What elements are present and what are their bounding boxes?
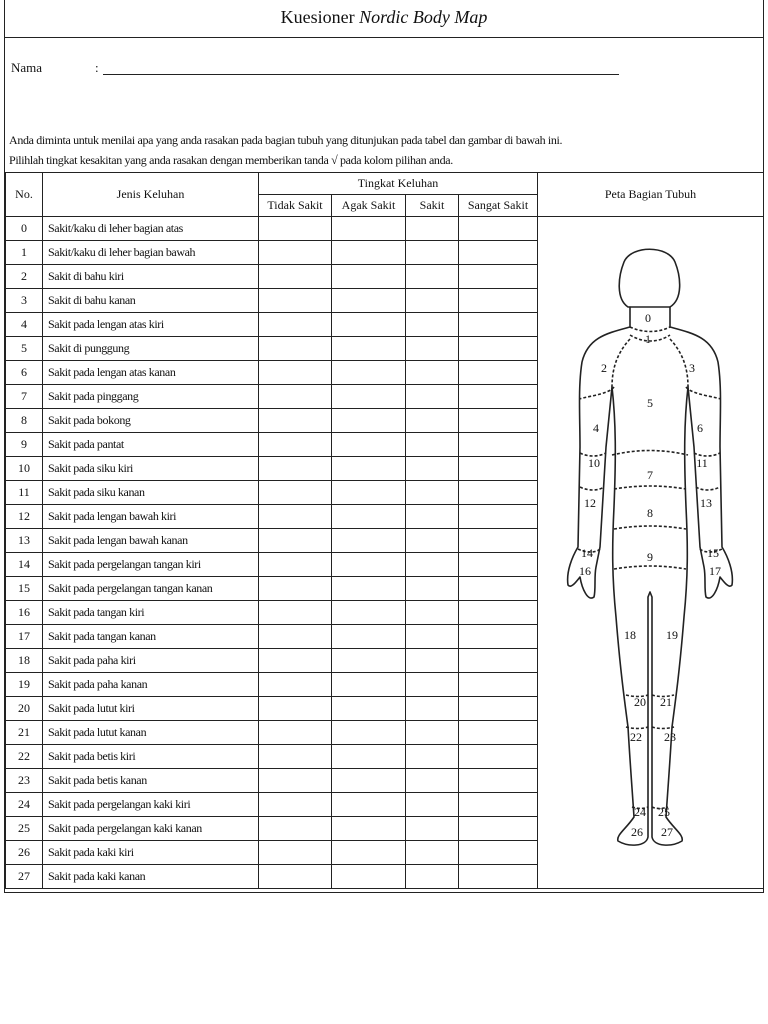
checkbox-cell-tidak-sakit[interactable] [259, 865, 332, 889]
body-map-label: 6 [697, 421, 703, 435]
body-map-label: 13 [700, 496, 712, 510]
body-map-label: 20 [634, 695, 646, 709]
body-map-label: 1 [645, 332, 651, 346]
checkbox-cell-tidak-sakit[interactable] [259, 721, 332, 745]
checkbox-cell-sakit[interactable] [406, 265, 459, 289]
checkbox-cell-agak-sakit[interactable] [332, 361, 406, 385]
checkbox-cell-agak-sakit[interactable] [332, 721, 406, 745]
body-map-figure [538, 217, 762, 887]
title-text: Kuesioner [280, 7, 360, 27]
checkbox-cell-sakit[interactable] [406, 481, 459, 505]
checkbox-cell-sakit[interactable] [406, 337, 459, 361]
complaint-label: Sakit pada lutut kanan [43, 721, 259, 745]
checkbox-cell-sangat-sakit[interactable] [459, 409, 538, 433]
checkbox-cell-sangat-sakit[interactable] [459, 385, 538, 409]
header-level-agak-sakit: Agak Sakit [332, 195, 406, 217]
row-number: 24 [6, 793, 43, 817]
checkbox-cell-sakit[interactable] [406, 553, 459, 577]
row-number: 13 [6, 529, 43, 553]
checkbox-cell-agak-sakit[interactable] [332, 385, 406, 409]
checkbox-cell-agak-sakit[interactable] [332, 265, 406, 289]
form-title [5, 0, 763, 38]
checkbox-cell-tidak-sakit[interactable] [259, 577, 332, 601]
checkbox-cell-agak-sakit[interactable] [332, 457, 406, 481]
complaint-table-wrap [5, 172, 763, 889]
complaint-label: Sakit pada pergelangan kaki kiri [43, 793, 259, 817]
checkbox-cell-tidak-sakit[interactable] [259, 385, 332, 409]
complaint-label: Sakit pada lutut kiri [43, 697, 259, 721]
checkbox-cell-tidak-sakit[interactable] [259, 625, 332, 649]
checkbox-cell-sangat-sakit[interactable] [459, 217, 538, 241]
checkbox-cell-sangat-sakit[interactable] [459, 817, 538, 841]
checkbox-cell-sangat-sakit[interactable] [459, 721, 538, 745]
checkbox-cell-sangat-sakit[interactable] [459, 265, 538, 289]
checkbox-cell-sangat-sakit[interactable] [459, 745, 538, 769]
complaint-label: Sakit pada bokong [43, 409, 259, 433]
checkbox-cell-agak-sakit[interactable] [332, 313, 406, 337]
checkbox-cell-agak-sakit[interactable] [332, 745, 406, 769]
body-map-label: 18 [624, 628, 636, 642]
checkbox-cell-sangat-sakit[interactable] [459, 577, 538, 601]
checkbox-cell-tidak-sakit[interactable] [259, 241, 332, 265]
checkbox-cell-tidak-sakit[interactable] [259, 433, 332, 457]
header-peta-bagian-tubuh: Peta Bagian Tubuh [538, 173, 764, 217]
checkbox-cell-sakit[interactable] [406, 841, 459, 865]
complaint-label: Sakit pada pergelangan tangan kanan [43, 577, 259, 601]
body-map-label: 17 [709, 564, 721, 578]
checkbox-cell-agak-sakit[interactable] [332, 481, 406, 505]
checkbox-cell-agak-sakit[interactable] [332, 865, 406, 889]
checkbox-cell-tidak-sakit[interactable] [259, 505, 332, 529]
instruction-line-2: Pilihlah tingkat kesakitan yang anda rasakan dengan memberikan tanda √ pada kolom pilihan anda. [9, 153, 453, 167]
checkbox-cell-agak-sakit[interactable] [332, 217, 406, 241]
checkbox-cell-sakit[interactable] [406, 673, 459, 697]
checkbox-cell-sangat-sakit[interactable] [459, 601, 538, 625]
row-number: 9 [6, 433, 43, 457]
checkbox-cell-sakit[interactable] [406, 697, 459, 721]
checkbox-cell-sakit[interactable] [406, 577, 459, 601]
complaint-label: Sakit pada betis kanan [43, 769, 259, 793]
body-segment-divider [580, 387, 614, 399]
checkbox-cell-tidak-sakit[interactable] [259, 553, 332, 577]
body-map-label: 12 [584, 496, 596, 510]
body-segment-divider [612, 451, 688, 456]
checkbox-cell-agak-sakit[interactable] [332, 529, 406, 553]
checkbox-cell-sakit[interactable] [406, 385, 459, 409]
complaint-label: Sakit pada kaki kanan [43, 865, 259, 889]
checkbox-cell-tidak-sakit[interactable] [259, 313, 332, 337]
body-map-label: 15 [707, 546, 719, 560]
body-segment-divider [696, 487, 720, 490]
body-map-label: 0 [645, 311, 651, 325]
row-number: 2 [6, 265, 43, 289]
row-number: 6 [6, 361, 43, 385]
checkbox-cell-agak-sakit[interactable] [332, 673, 406, 697]
checkbox-cell-sakit[interactable] [406, 433, 459, 457]
checkbox-cell-agak-sakit[interactable] [332, 697, 406, 721]
checkbox-cell-sangat-sakit[interactable] [459, 289, 538, 313]
body-segment-divider [630, 327, 670, 332]
complaint-label: Sakit di bahu kiri [43, 265, 259, 289]
checkbox-cell-sakit[interactable] [406, 505, 459, 529]
body-map-label: 26 [631, 825, 643, 839]
body-head-outline [619, 249, 679, 307]
body-segment-divider [580, 487, 604, 490]
complaint-label: Sakit pada lengan bawah kiri [43, 505, 259, 529]
checkbox-cell-sakit[interactable] [406, 289, 459, 313]
body-map-label: 8 [647, 506, 653, 520]
body-map-label: 11 [696, 456, 708, 470]
checkbox-cell-sakit[interactable] [406, 649, 459, 673]
header-level-sakit: Sakit [406, 195, 459, 217]
checkbox-cell-sangat-sakit[interactable] [459, 769, 538, 793]
checkbox-cell-sakit[interactable] [406, 769, 459, 793]
checkbox-cell-agak-sakit[interactable] [332, 553, 406, 577]
checkbox-cell-agak-sakit[interactable] [332, 625, 406, 649]
checkbox-cell-tidak-sakit[interactable] [259, 457, 332, 481]
name-colon: : [95, 60, 99, 75]
checkbox-cell-agak-sakit[interactable] [332, 817, 406, 841]
checkbox-cell-sakit[interactable] [406, 817, 459, 841]
header-tingkat-keluhan: Tingkat Keluhan [259, 173, 538, 195]
checkbox-cell-tidak-sakit[interactable] [259, 337, 332, 361]
row-number: 22 [6, 745, 43, 769]
checkbox-cell-tidak-sakit[interactable] [259, 841, 332, 865]
checkbox-cell-agak-sakit[interactable] [332, 409, 406, 433]
checkbox-cell-sangat-sakit[interactable] [459, 337, 538, 361]
checkbox-cell-sakit[interactable] [406, 721, 459, 745]
row-number: 16 [6, 601, 43, 625]
checkbox-cell-sakit[interactable] [406, 625, 459, 649]
checkbox-cell-sakit[interactable] [406, 361, 459, 385]
checkbox-cell-sangat-sakit[interactable] [459, 505, 538, 529]
header-level-sangat-sakit: Sangat Sakit [459, 195, 538, 217]
checkbox-cell-sangat-sakit[interactable] [459, 673, 538, 697]
row-number: 25 [6, 817, 43, 841]
checkbox-cell-sangat-sakit[interactable] [459, 433, 538, 457]
checkbox-cell-tidak-sakit[interactable] [259, 673, 332, 697]
complaint-label: Sakit pada tangan kanan [43, 625, 259, 649]
checkbox-cell-tidak-sakit[interactable] [259, 769, 332, 793]
table-row [6, 217, 764, 241]
questionnaire-form [4, 0, 764, 893]
checkbox-cell-sangat-sakit[interactable] [459, 457, 538, 481]
complaint-label: Sakit di bahu kanan [43, 289, 259, 313]
complaint-label: Sakit/kaku di leher bagian bawah [43, 241, 259, 265]
row-number: 11 [6, 481, 43, 505]
checkbox-cell-agak-sakit[interactable] [332, 601, 406, 625]
complaint-label: Sakit pada pantat [43, 433, 259, 457]
body-segment-divider [686, 387, 720, 399]
complaint-label: Sakit pada lengan atas kanan [43, 361, 259, 385]
table-body [6, 217, 764, 889]
row-number: 14 [6, 553, 43, 577]
name-input-line[interactable] [103, 74, 619, 75]
body-map-label: 9 [647, 550, 653, 564]
checkbox-cell-sangat-sakit[interactable] [459, 697, 538, 721]
body-map-label: 5 [647, 396, 653, 410]
row-number: 10 [6, 457, 43, 481]
complaint-label: Sakit pada pinggang [43, 385, 259, 409]
row-number: 21 [6, 721, 43, 745]
row-number: 15 [6, 577, 43, 601]
body-outline [568, 307, 733, 845]
row-number: 0 [6, 217, 43, 241]
instruction-line-1: Anda diminta untuk menilai apa yang anda rasakan pada bagian tubuh yang ditunjukan pada tabel dan gambar di bawah ini. [9, 133, 563, 147]
body-map-label: 25 [658, 805, 670, 819]
body-segment-divider [614, 566, 686, 569]
body-map-cell [538, 217, 764, 889]
body-segment-divider [670, 339, 688, 387]
checkbox-cell-tidak-sakit[interactable] [259, 601, 332, 625]
body-segment-divider [614, 526, 686, 529]
complaint-label: Sakit pada lengan atas kiri [43, 313, 259, 337]
complaint-label: Sakit pada pergelangan kaki kanan [43, 817, 259, 841]
checkbox-cell-sakit[interactable] [406, 241, 459, 265]
row-number: 27 [6, 865, 43, 889]
checkbox-cell-sangat-sakit[interactable] [459, 361, 538, 385]
header-jenis-keluhan: Jenis Keluhan [43, 173, 259, 217]
checkbox-cell-sakit[interactable] [406, 217, 459, 241]
body-map-label: 2 [601, 361, 607, 375]
complaint-label: Sakit/kaku di leher bagian atas [43, 217, 259, 241]
complaint-label: Sakit pada tangan kiri [43, 601, 259, 625]
instructions [9, 130, 761, 170]
body-map-label: 10 [588, 456, 600, 470]
row-number: 20 [6, 697, 43, 721]
header-level-tidak-sakit: Tidak Sakit [259, 195, 332, 217]
complaint-table [5, 172, 764, 889]
body-map-label: 16 [579, 564, 591, 578]
checkbox-cell-agak-sakit[interactable] [332, 433, 406, 457]
body-map-label: 14 [581, 546, 593, 560]
row-number: 23 [6, 769, 43, 793]
checkbox-cell-agak-sakit[interactable] [332, 769, 406, 793]
row-number: 18 [6, 649, 43, 673]
name-label: Nama [11, 60, 43, 75]
checkbox-cell-sakit[interactable] [406, 601, 459, 625]
checkbox-cell-agak-sakit[interactable] [332, 241, 406, 265]
body-segment-divider [652, 727, 674, 729]
checkbox-cell-sangat-sakit[interactable] [459, 553, 538, 577]
checkbox-cell-agak-sakit[interactable] [332, 841, 406, 865]
body-map-label: 23 [664, 730, 676, 744]
body-map-label: 7 [647, 468, 653, 482]
complaint-label: Sakit pada siku kanan [43, 481, 259, 505]
body-map-label: 3 [689, 361, 695, 375]
row-number: 12 [6, 505, 43, 529]
checkbox-cell-sakit[interactable] [406, 793, 459, 817]
checkbox-cell-sangat-sakit[interactable] [459, 313, 538, 337]
checkbox-cell-agak-sakit[interactable] [332, 577, 406, 601]
row-number: 26 [6, 841, 43, 865]
row-number: 17 [6, 625, 43, 649]
checkbox-cell-sangat-sakit[interactable] [459, 625, 538, 649]
complaint-label: Sakit pada betis kiri [43, 745, 259, 769]
complaint-label: Sakit pada siku kiri [43, 457, 259, 481]
body-segment-divider [626, 727, 648, 729]
checkbox-cell-sangat-sakit[interactable] [459, 865, 538, 889]
body-map-label: 24 [634, 805, 646, 819]
checkbox-cell-tidak-sakit[interactable] [259, 289, 332, 313]
complaint-label: Sakit di punggung [43, 337, 259, 361]
row-number: 19 [6, 673, 43, 697]
checkbox-cell-tidak-sakit[interactable] [259, 265, 332, 289]
checkbox-cell-sangat-sakit[interactable] [459, 793, 538, 817]
checkbox-cell-agak-sakit[interactable] [332, 505, 406, 529]
body-segment-divider [612, 339, 630, 387]
body-map-label: 22 [630, 730, 642, 744]
body-map-label: 21 [660, 695, 672, 709]
checkbox-cell-sangat-sakit[interactable] [459, 481, 538, 505]
body-map-label: 27 [661, 825, 673, 839]
header-no: No. [6, 173, 43, 217]
checkbox-cell-tidak-sakit[interactable] [259, 529, 332, 553]
row-number: 3 [6, 289, 43, 313]
checkbox-cell-agak-sakit[interactable] [332, 289, 406, 313]
complaint-label: Sakit pada kaki kiri [43, 841, 259, 865]
checkbox-cell-sakit[interactable] [406, 313, 459, 337]
row-number: 8 [6, 409, 43, 433]
row-number: 5 [6, 337, 43, 361]
complaint-label: Sakit pada paha kiri [43, 649, 259, 673]
body-map-label: 4 [593, 421, 599, 435]
row-number: 1 [6, 241, 43, 265]
complaint-label: Sakit pada pergelangan tangan kiri [43, 553, 259, 577]
checkbox-cell-sakit[interactable] [406, 409, 459, 433]
checkbox-cell-tidak-sakit[interactable] [259, 697, 332, 721]
checkbox-cell-tidak-sakit[interactable] [259, 361, 332, 385]
checkbox-cell-sakit[interactable] [406, 457, 459, 481]
checkbox-cell-tidak-sakit[interactable] [259, 745, 332, 769]
checkbox-cell-tidak-sakit[interactable] [259, 217, 332, 241]
checkbox-cell-sakit[interactable] [406, 529, 459, 553]
complaint-label: Sakit pada lengan bawah kanan [43, 529, 259, 553]
title-italic-text: Nordic Body Map [359, 7, 488, 27]
checkbox-cell-tidak-sakit[interactable] [259, 409, 332, 433]
checkbox-cell-agak-sakit[interactable] [332, 793, 406, 817]
complaint-label: Sakit pada paha kanan [43, 673, 259, 697]
checkbox-cell-sangat-sakit[interactable] [459, 841, 538, 865]
name-field-row [11, 58, 711, 80]
checkbox-cell-sakit[interactable] [406, 745, 459, 769]
checkbox-cell-tidak-sakit[interactable] [259, 481, 332, 505]
checkbox-cell-sangat-sakit[interactable] [459, 529, 538, 553]
checkbox-cell-sangat-sakit[interactable] [459, 649, 538, 673]
checkbox-cell-agak-sakit[interactable] [332, 337, 406, 361]
checkbox-cell-agak-sakit[interactable] [332, 649, 406, 673]
checkbox-cell-sakit[interactable] [406, 865, 459, 889]
row-number: 7 [6, 385, 43, 409]
checkbox-cell-tidak-sakit[interactable] [259, 649, 332, 673]
checkbox-cell-tidak-sakit[interactable] [259, 817, 332, 841]
body-map-label: 19 [666, 628, 678, 642]
row-number: 4 [6, 313, 43, 337]
checkbox-cell-sangat-sakit[interactable] [459, 241, 538, 265]
checkbox-cell-tidak-sakit[interactable] [259, 793, 332, 817]
body-segment-divider [614, 486, 686, 489]
